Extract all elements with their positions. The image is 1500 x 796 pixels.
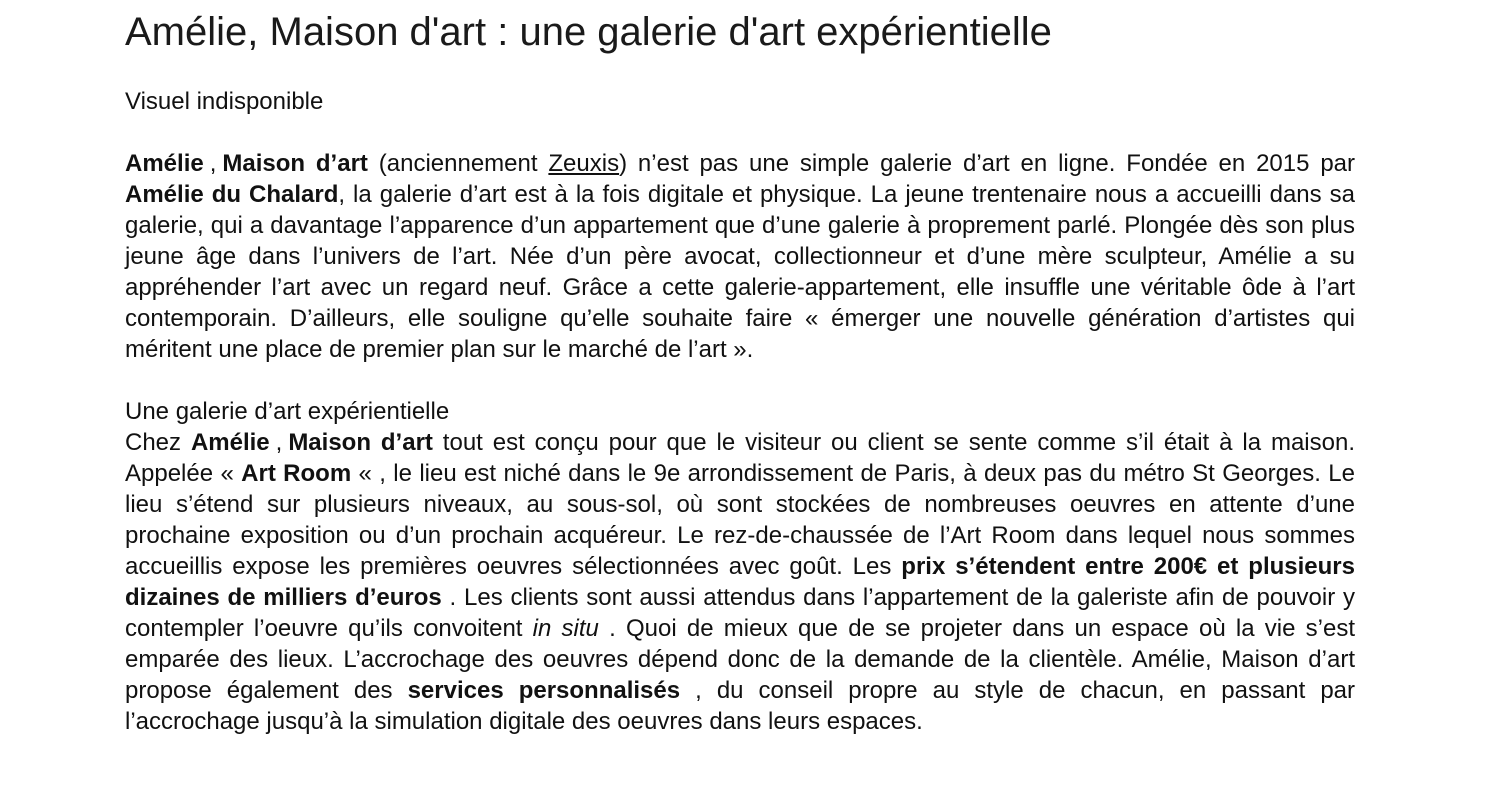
section-text-1: tout est conçu pour que le visiteur ou client se sente comme s’il était à la maison. Appelée « (125, 429, 1355, 487)
section-text-5: , du conseil propre au style de chacun, en passant par l’accrochage jusqu’à la simulation digitale des oeuvres dans leurs espaces. (125, 677, 1356, 735)
intro-text-after-link: ) n’est pas une simple (619, 150, 881, 177)
section-brand-maison: Maison d’art (288, 429, 433, 456)
image-placeholder-text: Visuel indisponible (125, 88, 324, 115)
zeuxis-link[interactable]: Zeuxis (548, 150, 620, 177)
section-paragraph (125, 427, 1355, 737)
section-text-chez: Chez (125, 429, 191, 456)
personal-services: services personnalisés (407, 677, 681, 704)
price-range: prix s’étendent entre 200€ et plusieurs dizaines de milliers d’euros (125, 553, 1355, 611)
section-heading: Une galerie d’art expérientielle (125, 398, 450, 425)
section-text-4: . Quoi de mieux que de se projeter dans un espace où la vie s’est emparée des lieux. L’accrochage des oeuvres dépend donc de la demande de la clientèle. Amélie, Maison d’art propose également des (125, 615, 1355, 704)
brand-name-maison: Maison d’art (222, 150, 368, 177)
intro-galerie-word: galerie (880, 150, 953, 177)
founder-name: Amélie du Chalard (125, 181, 339, 208)
intro-paragraph (125, 148, 1355, 365)
brand-name-amelie: Amélie (125, 150, 204, 177)
section-text-2: « , le lieu est niché dans le 9e arrondissement de Paris, à deux pas du métro St Georges. Le lieu s’étend sur plusieurs niveaux, au sous-sol, où sont stockées de nombreuses oeuvres en attente d’une prochaine exposition ou d’un prochain acquéreur. Le rez-de-chaussée de l’Art Room dans lequel nous sommes accueillis expose les premières oeuvres sélectionnées avec goût. Les (125, 460, 1355, 580)
intro-text-rest: , la galerie d’art est à la fois digitale et physique. La jeune trentenaire nous a accueilli dans sa galerie, qui a davantage l’apparence d’un appartement que d’une galerie à proprement parlé. Plongée dès son plus jeune âge dans l’univers de l’art. Née d’un père avocat, collectionneur et d’une mère sculpteur, Amélie a su appréhender l’art avec un regard neuf. Grâce a cette galerie-appartement, elle insuffle une véritable ôde à l’art contemporain. D’ailleurs, elle souligne qu’elle souhaite faire « émerger une nouvelle génération d’artistes qui méritent une place de premier plan sur le marché de l’art ». (125, 181, 1355, 363)
art-room-name: Art Room (241, 460, 352, 487)
brand-comma: , (209, 150, 217, 177)
intro-text-before-link: (anciennement (378, 150, 549, 177)
section-brand-comma: , (275, 429, 283, 456)
article (125, 0, 1355, 737)
section-brand-amelie: Amélie (190, 429, 270, 456)
in-situ: in situ (532, 615, 599, 642)
page-title: Amélie, Maison d'art : une galerie d'art expérientielle (125, 10, 1052, 54)
section-text-3: . Les clients sont aussi attendus dans l’appartement de la galeriste afin de pouvoir y contempler l’oeuvre qu’ils convoitent (125, 584, 1355, 642)
intro-text-founded: d’art en ligne. Fondée en 2015 par (952, 150, 1356, 177)
